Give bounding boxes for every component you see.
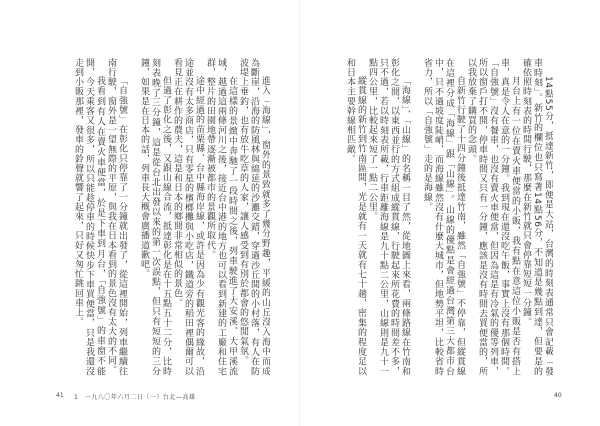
left-page-number: 41	[56, 392, 64, 399]
right-paragraph: 「海線」、「山線」的名稱一目了然，從地圖上來看，兩條路線在竹南和彰化之間，以東西並行的方式組成縱貫線，行駛起來所花費的時間差不多，只不過，若以時刻表所載，行車距離海線是九十點二公里，山線則是九十一點四公里，比較起來短了一點二公里。	[367, 58, 410, 376]
right-paragraph: 縱貫線的新竹到竹南區間，光是就有一天就有七十趟，密集的程度足以和日本主要幹線相匹敵。	[345, 58, 366, 376]
right-paragraph: 月台上有一位在賣火車便當的小販，我有點在意這位小販是否有搭上車，真是令人在意的一分鐘。我到現在還沒吃午飯，事實上沒有那個時間。「自強號」沒有餐車，也沒有賣火車便當，但因為這是有冷氣的優等列車，所以窗戶打不開，停車時間又只有一分鐘，應該是沒有時間去買便當的，所以我放棄了購買的念頭。	[466, 58, 520, 376]
left-paragraph: 但過了彰化之後，又跟山線合流，抵達彰化是在十五點五十二分，比時刻表晚了三分鐘，這是從台北出發以來的第一次誤點，但只有短短的三分鐘，如果是在日本的話，列車長大概會廣播道歉吧。	[139, 58, 171, 376]
left-paragraph: 在這樣的景緻中奔馳了一段時間之後，列車駛進了大安溪、大甲溪流域，越過這兩條河川之後，接近台中港的地方也可以看到新建的工廠和住宅群，整片的田園地帶逐漸被都市的景觀所取代。	[205, 58, 237, 376]
right-page-text	[330, 58, 553, 376]
left-paragraph: 途中經過的苗栗縣、台中縣海岸線，或許是因為少有觀光客的緣故，沿途並沒有太多商店，只有零星的檳榔攤與小吃店，鐵道旁的稻田裡偶爾可以看見正在耕作的農夫，這是和日本的鄉間非常相似的景色。	[172, 58, 204, 376]
left-paragraph: 進入「海線」，窗外的景致就多了幾分野趣，平緩的山丘沒入海中而成為斷崖，沿海的防風林與綿延的沙灘交錯，穿過沙丘間的小村落，有人在防波堤上垂釣，也有放牛吃草的人家，讓人感受到有別於都會的悠閒氣氛。	[238, 58, 270, 376]
right-paragraph: 自新竹行駛了十四分鐘後抵達竹南，雖然「自強號」不停靠，但縱貫線在這裡分成「海線」跟「山線」。山線的優點是會經過台灣第三大都市台中，只不過坡度陡峭，而海線雖然沒有什麼大城市，但地勢平坦，比較省時省力，所以「自強號」走的是海線。	[422, 58, 465, 376]
left-paragraph: 我看到有人在賣火車便當，於是下車到月台，「自強號」的車窗不能開，今天乘客又很多，所以只能趁停車的時候快步下車買便當，只是我還沒走到小販那裡，發車的鈴聲就響了起來，只好又匆忙跳回車上。	[73, 58, 105, 376]
right-paragraph: 14點55分，抵達新竹，即便是大站，台灣的時刻表通常只會記載「發車時刻」。新竹的欄位也只寫著14點56分，不知道是幾點到達，但要是的確依照時刻表的時間行駛，那麼在新竹就只會停靠短短一分鐘。	[521, 58, 553, 376]
right-page-number: 40	[554, 392, 562, 399]
left-paragraph: 「自強號」在彰化只停靠了一分鐘就出發了，從這裡開始，列車繼續往南行駛，窗外是一望無際的平原，與我在日本看到的景色沒有太大的不同。	[106, 58, 127, 376]
right-page	[300, 0, 600, 426]
running-head: 1 一九八〇年六月二日（一）台北—高雄	[74, 394, 196, 401]
left-page-text	[58, 58, 270, 376]
